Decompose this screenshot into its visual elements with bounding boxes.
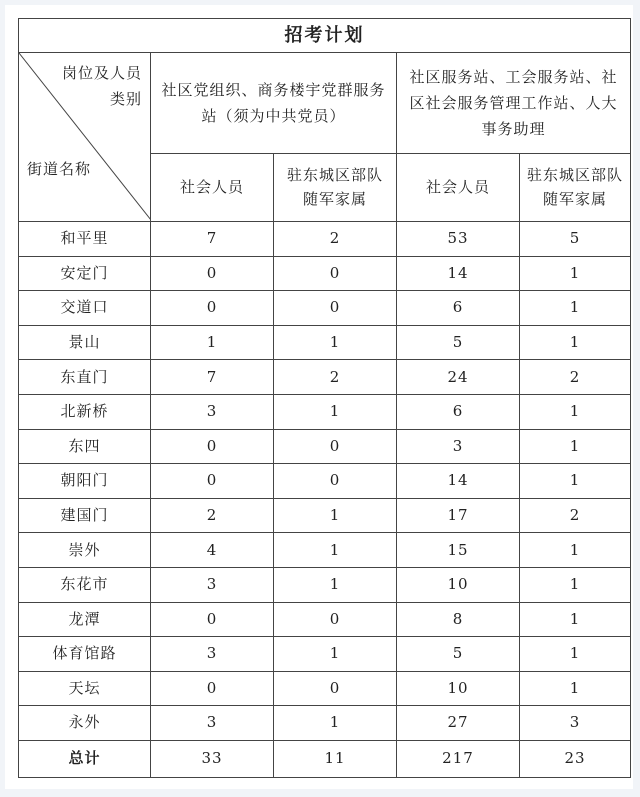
corner-bottom-label: 街道名称 [27, 160, 92, 178]
party-social-cell: 0 [151, 671, 274, 706]
party-social-cell: 2 [151, 498, 274, 533]
party-social-cell: 0 [151, 256, 274, 291]
service-social-cell: 17 [397, 498, 520, 533]
table-title: 招考计划 [19, 19, 631, 53]
service-social-cell: 53 [397, 222, 520, 257]
group-header-party-text: 社区党组织、商务楼宇党群服务站（须为中共党员） [161, 80, 386, 125]
table-row [19, 360, 631, 395]
party-social-cell: 3 [151, 706, 274, 741]
service-military-cell: 1 [520, 325, 631, 360]
party-social-cell: 3 [151, 637, 274, 672]
party-military-cell: 1 [274, 533, 397, 568]
table-row [19, 464, 631, 499]
table-row [19, 429, 631, 464]
table-row [19, 498, 631, 533]
service-military-cell: 1 [520, 394, 631, 429]
corner-top-label [62, 61, 142, 112]
service-military-cell: 1 [520, 637, 631, 672]
party-social-cell: 7 [151, 222, 274, 257]
street-name-cell: 建国门 [19, 498, 151, 533]
street-name-cell: 东直门 [19, 360, 151, 395]
party-social-cell: 4 [151, 533, 274, 568]
group-header-service [397, 53, 631, 154]
total-party-military-cell: 11 [274, 740, 397, 777]
party-military-cell: 0 [274, 429, 397, 464]
service-social-cell: 6 [397, 394, 520, 429]
service-military-cell: 1 [520, 464, 631, 499]
table-row [19, 637, 631, 672]
street-name-cell: 景山 [19, 325, 151, 360]
party-social-cell: 0 [151, 291, 274, 326]
service-military-cell: 1 [520, 429, 631, 464]
total-row [19, 740, 631, 777]
group-header-service-text: 社区服务站、工会服务站、社区社会服务管理工作站、人大事务助理 [409, 67, 618, 139]
table-row [19, 567, 631, 602]
service-social-cell: 10 [397, 671, 520, 706]
service-social-cell: 15 [397, 533, 520, 568]
table-row [19, 256, 631, 291]
table-row [19, 602, 631, 637]
street-name-cell: 永外 [19, 706, 151, 741]
table-row [19, 394, 631, 429]
table-row [19, 671, 631, 706]
service-military-cell: 1 [520, 291, 631, 326]
party-social-cell: 3 [151, 394, 274, 429]
total-label: 总计 [19, 740, 151, 777]
party-military-cell: 2 [274, 222, 397, 257]
service-military-cell: 1 [520, 602, 631, 637]
total-party-social-cell: 33 [151, 740, 274, 777]
corner-top-line2: 类别 [109, 89, 142, 108]
table-row [19, 325, 631, 360]
street-name-cell: 龙潭 [19, 602, 151, 637]
service-military-cell: 5 [520, 222, 631, 257]
party-social-cell: 0 [151, 464, 274, 499]
street-name-cell: 东四 [19, 429, 151, 464]
party-military-cell: 1 [274, 567, 397, 602]
table-row [19, 706, 631, 741]
party-social-cell: 0 [151, 602, 274, 637]
service-military-cell: 1 [520, 567, 631, 602]
service-social-cell: 3 [397, 429, 520, 464]
service-social-cell: 5 [397, 325, 520, 360]
sub-header-social-2: 社会人员 [397, 154, 520, 222]
street-name-cell: 和平里 [19, 222, 151, 257]
sub-header-social-1: 社会人员 [151, 154, 274, 222]
service-social-cell: 14 [397, 464, 520, 499]
document-page [5, 5, 633, 789]
table-row [19, 222, 631, 257]
service-military-cell: 2 [520, 498, 631, 533]
corner-top-line1: 岗位及人员 [61, 64, 142, 82]
street-name-cell: 交道口 [19, 291, 151, 326]
service-social-cell: 8 [397, 602, 520, 637]
street-name-cell: 朝阳门 [19, 464, 151, 499]
table-row [19, 291, 631, 326]
corner-header-cell [19, 53, 151, 222]
street-name-cell: 体育馆路 [19, 637, 151, 672]
party-social-cell: 3 [151, 567, 274, 602]
sub-header-military-2 [520, 154, 631, 222]
group-header-party [151, 53, 397, 154]
service-military-cell: 1 [520, 533, 631, 568]
street-name-cell: 安定门 [19, 256, 151, 291]
sub-header-military-1-text: 驻东城区部队随军家属 [286, 166, 383, 208]
street-name-cell: 崇外 [19, 533, 151, 568]
party-social-cell: 1 [151, 325, 274, 360]
service-military-cell: 1 [520, 256, 631, 291]
service-social-cell: 27 [397, 706, 520, 741]
service-social-cell: 6 [397, 291, 520, 326]
party-military-cell: 0 [274, 256, 397, 291]
service-military-cell: 1 [520, 671, 631, 706]
party-military-cell: 1 [274, 706, 397, 741]
party-military-cell: 1 [274, 394, 397, 429]
party-social-cell: 0 [151, 429, 274, 464]
total-service-social-cell: 217 [397, 740, 520, 777]
party-military-cell: 1 [274, 325, 397, 360]
street-name-cell: 天坛 [19, 671, 151, 706]
party-military-cell: 0 [274, 671, 397, 706]
party-military-cell: 0 [274, 291, 397, 326]
street-name-cell: 东花市 [19, 567, 151, 602]
service-social-cell: 10 [397, 567, 520, 602]
party-military-cell: 2 [274, 360, 397, 395]
service-military-cell: 3 [520, 706, 631, 741]
party-military-cell: 1 [274, 498, 397, 533]
service-social-cell: 5 [397, 637, 520, 672]
sub-header-military-1 [274, 154, 397, 222]
sub-header-military-2-text: 驻东城区部队随军家属 [527, 166, 624, 208]
street-name-cell: 北新桥 [19, 394, 151, 429]
total-service-military-cell: 23 [520, 740, 631, 777]
table-row [19, 533, 631, 568]
party-military-cell: 0 [274, 602, 397, 637]
service-military-cell: 2 [520, 360, 631, 395]
party-military-cell: 1 [274, 637, 397, 672]
party-social-cell: 7 [151, 360, 274, 395]
party-military-cell: 0 [274, 464, 397, 499]
service-social-cell: 24 [397, 360, 520, 395]
service-social-cell: 14 [397, 256, 520, 291]
recruitment-plan-table [18, 18, 631, 778]
